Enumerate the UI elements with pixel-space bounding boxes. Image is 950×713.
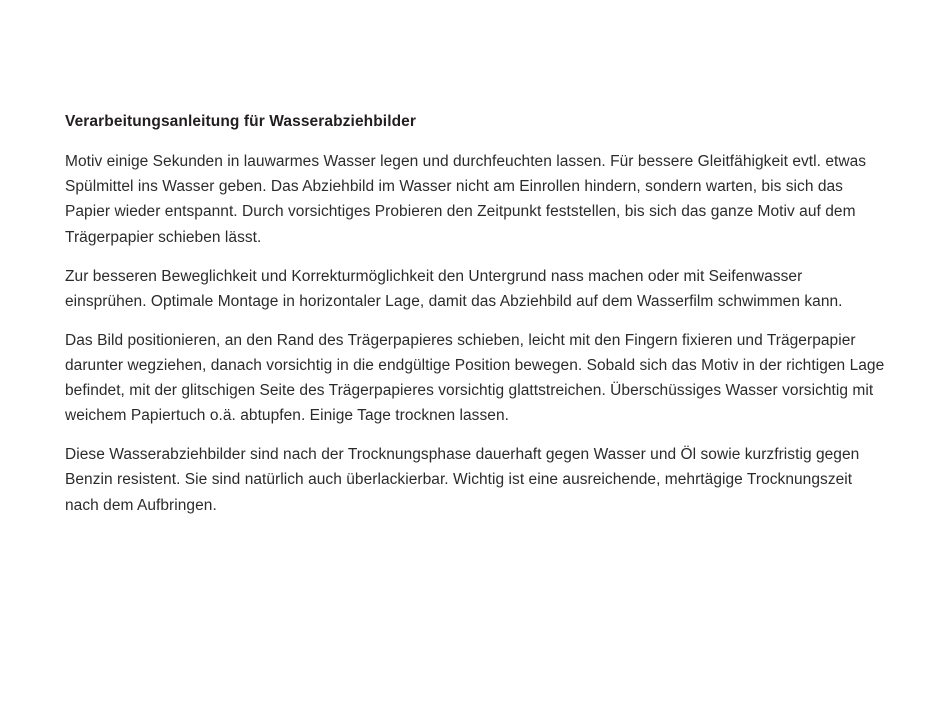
paragraph-3: Das Bild positionieren, an den Rand des Trägerpapieres schieben, leicht mit den Fingern fixieren und Trägerpapier darunter wegziehen, danach vorsichtig in die endgültige Position bewegen. Sobald sich das Motiv in der richtigen Lage befindet, mit der glitschigen Seite des Trägerpapieres vorsichtig glattstreichen. Überschüssiges Wasser vorsichtig mit weichem Papiertuch o.ä. abtupfen. Einige Tage trocknen lassen. <box>65 331 885 425</box>
paragraph-2: Zur besseren Beweglichkeit und Korrekturmöglichkeit den Untergrund nass machen oder mit Seifenwasser einsprühen. Optimale Montage in horizontaler Lage, damit das Abziehbild auf dem Wasserfilm schwimmen kann. <box>65 267 843 310</box>
document-content <box>65 110 885 518</box>
paragraph-1: Motiv einige Sekunden in lauwarmes Wasser legen und durchfeuchten lassen. Für bessere Gleitfähigkeit evtl. etwas Spülmittel ins Wasser geben. Das Abziehbild im Wasser nicht am Einrollen hindern, sondern warten, bis sich das Papier wieder entspannt. Durch vorsichtiges Probieren den Zeitpunkt feststellen, bis sich das ganze Motiv auf dem Trägerpapier schieben lässt. <box>65 153 867 246</box>
paragraph-4: Diese Wasserabziehbilder sind nach der Trocknungsphase dauerhaft gegen Wasser und Öl sowie kurzfristig gegen Benzin resistent. Sie sind natürlich auch überlackierbar. Wichtig ist eine ausreichende, mehrtägige Trocknungszeit nach dem Aufbringen. <box>65 446 860 514</box>
page-title: Verarbeitungsanleitung für Wasserabziehbilder <box>65 113 417 130</box>
